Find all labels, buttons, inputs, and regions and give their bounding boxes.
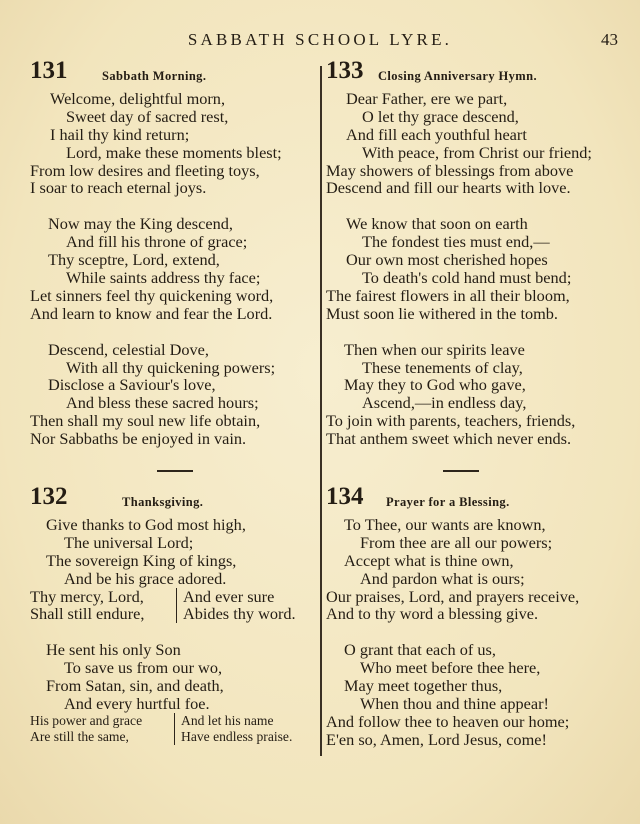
hymn-number: 131	[30, 57, 68, 84]
verse-line: From low desires and fleeting toys,	[30, 160, 260, 180]
verse-line: Ascend,—in endless day,	[362, 393, 527, 413]
column-divider	[320, 66, 322, 756]
verse-line: These tenements of clay,	[362, 357, 523, 377]
verse-line: E'en so, Amen, Lord Jesus, come!	[326, 729, 547, 749]
verse-line: O grant that each of us,	[344, 640, 496, 660]
verse-line: O let thy grace descend,	[362, 106, 519, 126]
hymn-separator-rule	[443, 470, 479, 472]
verse-line: Must soon lie withered in the tomb.	[326, 303, 558, 323]
bracket-rule	[176, 588, 177, 624]
hymn-132	[30, 483, 315, 745]
hymn-number: 132	[30, 483, 68, 510]
hymn-title: Thanksgiving.	[122, 495, 204, 509]
verse-line: To Thee, our wants are known,	[344, 515, 546, 534]
bracket-rule	[174, 713, 175, 745]
verse-line: The fairest flowers in all their bloom,	[326, 285, 570, 305]
verse-line: We know that soon on earth	[346, 214, 528, 234]
split-lines	[30, 588, 315, 624]
stanza	[326, 516, 626, 623]
hymn-number: 134	[326, 483, 364, 510]
verse-line: May meet together thus,	[344, 676, 503, 696]
split-lines	[30, 713, 315, 745]
stanza	[30, 516, 315, 588]
verse-line: May they to God who gave,	[344, 375, 526, 395]
hymn-131	[30, 57, 315, 466]
verse-line: I hail thy kind return;	[50, 124, 190, 144]
hymn-title: Sabbath Morning.	[102, 69, 207, 83]
verse-line: Thy mercy, Lord,	[30, 586, 144, 606]
verse-line: And follow thee to heaven our home;	[326, 711, 570, 731]
verse-line: The fondest ties must end,—	[362, 232, 550, 252]
verse-line: Descend, celestial Dove,	[48, 339, 209, 359]
verse-line: Let sinners feel thy quickening word,	[30, 285, 274, 305]
verse-line: Descend and fill our hearts with love.	[326, 178, 571, 198]
verse-line: Thy sceptre, Lord, extend,	[48, 250, 220, 270]
stanza	[326, 341, 626, 448]
verse-line: With all thy quickening powers;	[66, 357, 276, 377]
stanza	[30, 641, 315, 713]
hymn-title: Closing Anniversary Hymn.	[378, 69, 537, 83]
verse-line: Nor Sabbaths be enjoyed in vain.	[30, 429, 247, 449]
verse-line: Welcome, delightful morn,	[50, 89, 226, 108]
verse-line: Our praises, Lord, and prayers receive,	[326, 586, 580, 606]
verse-line: And learn to know and fear the Lord.	[30, 303, 273, 323]
hymn-title: Prayer for a Blessing.	[386, 495, 510, 509]
verse-line: Dear Father, ere we part,	[346, 89, 508, 108]
verse-line: And bless these sacred hours;	[66, 393, 259, 413]
verse-line: From Satan, sin, and death,	[46, 676, 224, 696]
hymn-133	[326, 57, 626, 466]
hymn-number: 133	[326, 57, 364, 84]
verse-line: Lord, make these moments blest;	[66, 142, 282, 162]
verse-line: Disclose a Saviour's love,	[48, 375, 216, 395]
verse-line: He sent his only Son	[46, 640, 181, 660]
verse-line: From thee are all our powers;	[360, 532, 553, 552]
stanza	[326, 90, 626, 197]
verse-line: May showers of blessings from above	[326, 160, 574, 180]
verse-line: Shall still endure,	[30, 604, 145, 624]
verse-line: And be his grace adored.	[64, 568, 227, 588]
verse-line: His power and grace	[30, 712, 143, 728]
verse-line: Now may the King descend,	[48, 214, 233, 234]
stanza	[326, 641, 626, 748]
verse-line: I soar to reach eternal joys.	[30, 178, 207, 198]
verse-line: The sovereign King of kings,	[46, 550, 237, 570]
verse-line: To death's cold hand must bend;	[362, 268, 572, 288]
verse-line: Then when our spirits leave	[344, 339, 525, 359]
verse-line: And let his name	[181, 712, 274, 728]
verse-line: Who meet before thee here,	[360, 658, 541, 678]
hymn-separator-rule	[157, 470, 193, 472]
verse-line: Abides thy word.	[183, 604, 296, 624]
stanza	[30, 341, 315, 448]
running-header: SABBATH SCHOOL LYRE.	[187, 30, 453, 49]
verse-line: When thou and thine appear!	[360, 694, 549, 714]
verse-line: To join with parents, teachers, friends,	[326, 411, 576, 431]
verse-line: With peace, from Christ our friend;	[362, 142, 592, 162]
verse-line: Are still the same,	[30, 728, 129, 744]
verse-line: The universal Lord;	[64, 532, 194, 552]
verse-line: And fill his throne of grace;	[66, 232, 248, 252]
verse-line: Our own most cherished hopes	[346, 250, 548, 270]
verse-line: Sweet day of sacred rest,	[66, 106, 229, 126]
hymn-134	[326, 483, 626, 767]
verse-line: Give thanks to God most high,	[46, 515, 246, 534]
verse-line: Accept what is thine own,	[344, 550, 514, 570]
verse-line: To save us from our wo,	[64, 658, 223, 678]
verse-line: And to thy word a blessing give.	[326, 604, 539, 624]
verse-line: That anthem sweet which never ends.	[326, 429, 572, 449]
verse-line: And fill each youthful heart	[346, 124, 527, 144]
verse-line: Then shall my soul new life obtain,	[30, 411, 261, 431]
stanza	[30, 90, 315, 197]
verse-line: While saints address thy face;	[66, 268, 261, 288]
verse-line: And pardon what is ours;	[360, 568, 525, 588]
verse-line: And ever sure	[183, 586, 275, 606]
verse-line: Have endless praise.	[181, 728, 293, 744]
verse-line: And every hurtful foe.	[64, 694, 210, 714]
page-number: 43	[601, 30, 618, 49]
stanza	[326, 215, 626, 322]
stanza	[30, 215, 315, 322]
